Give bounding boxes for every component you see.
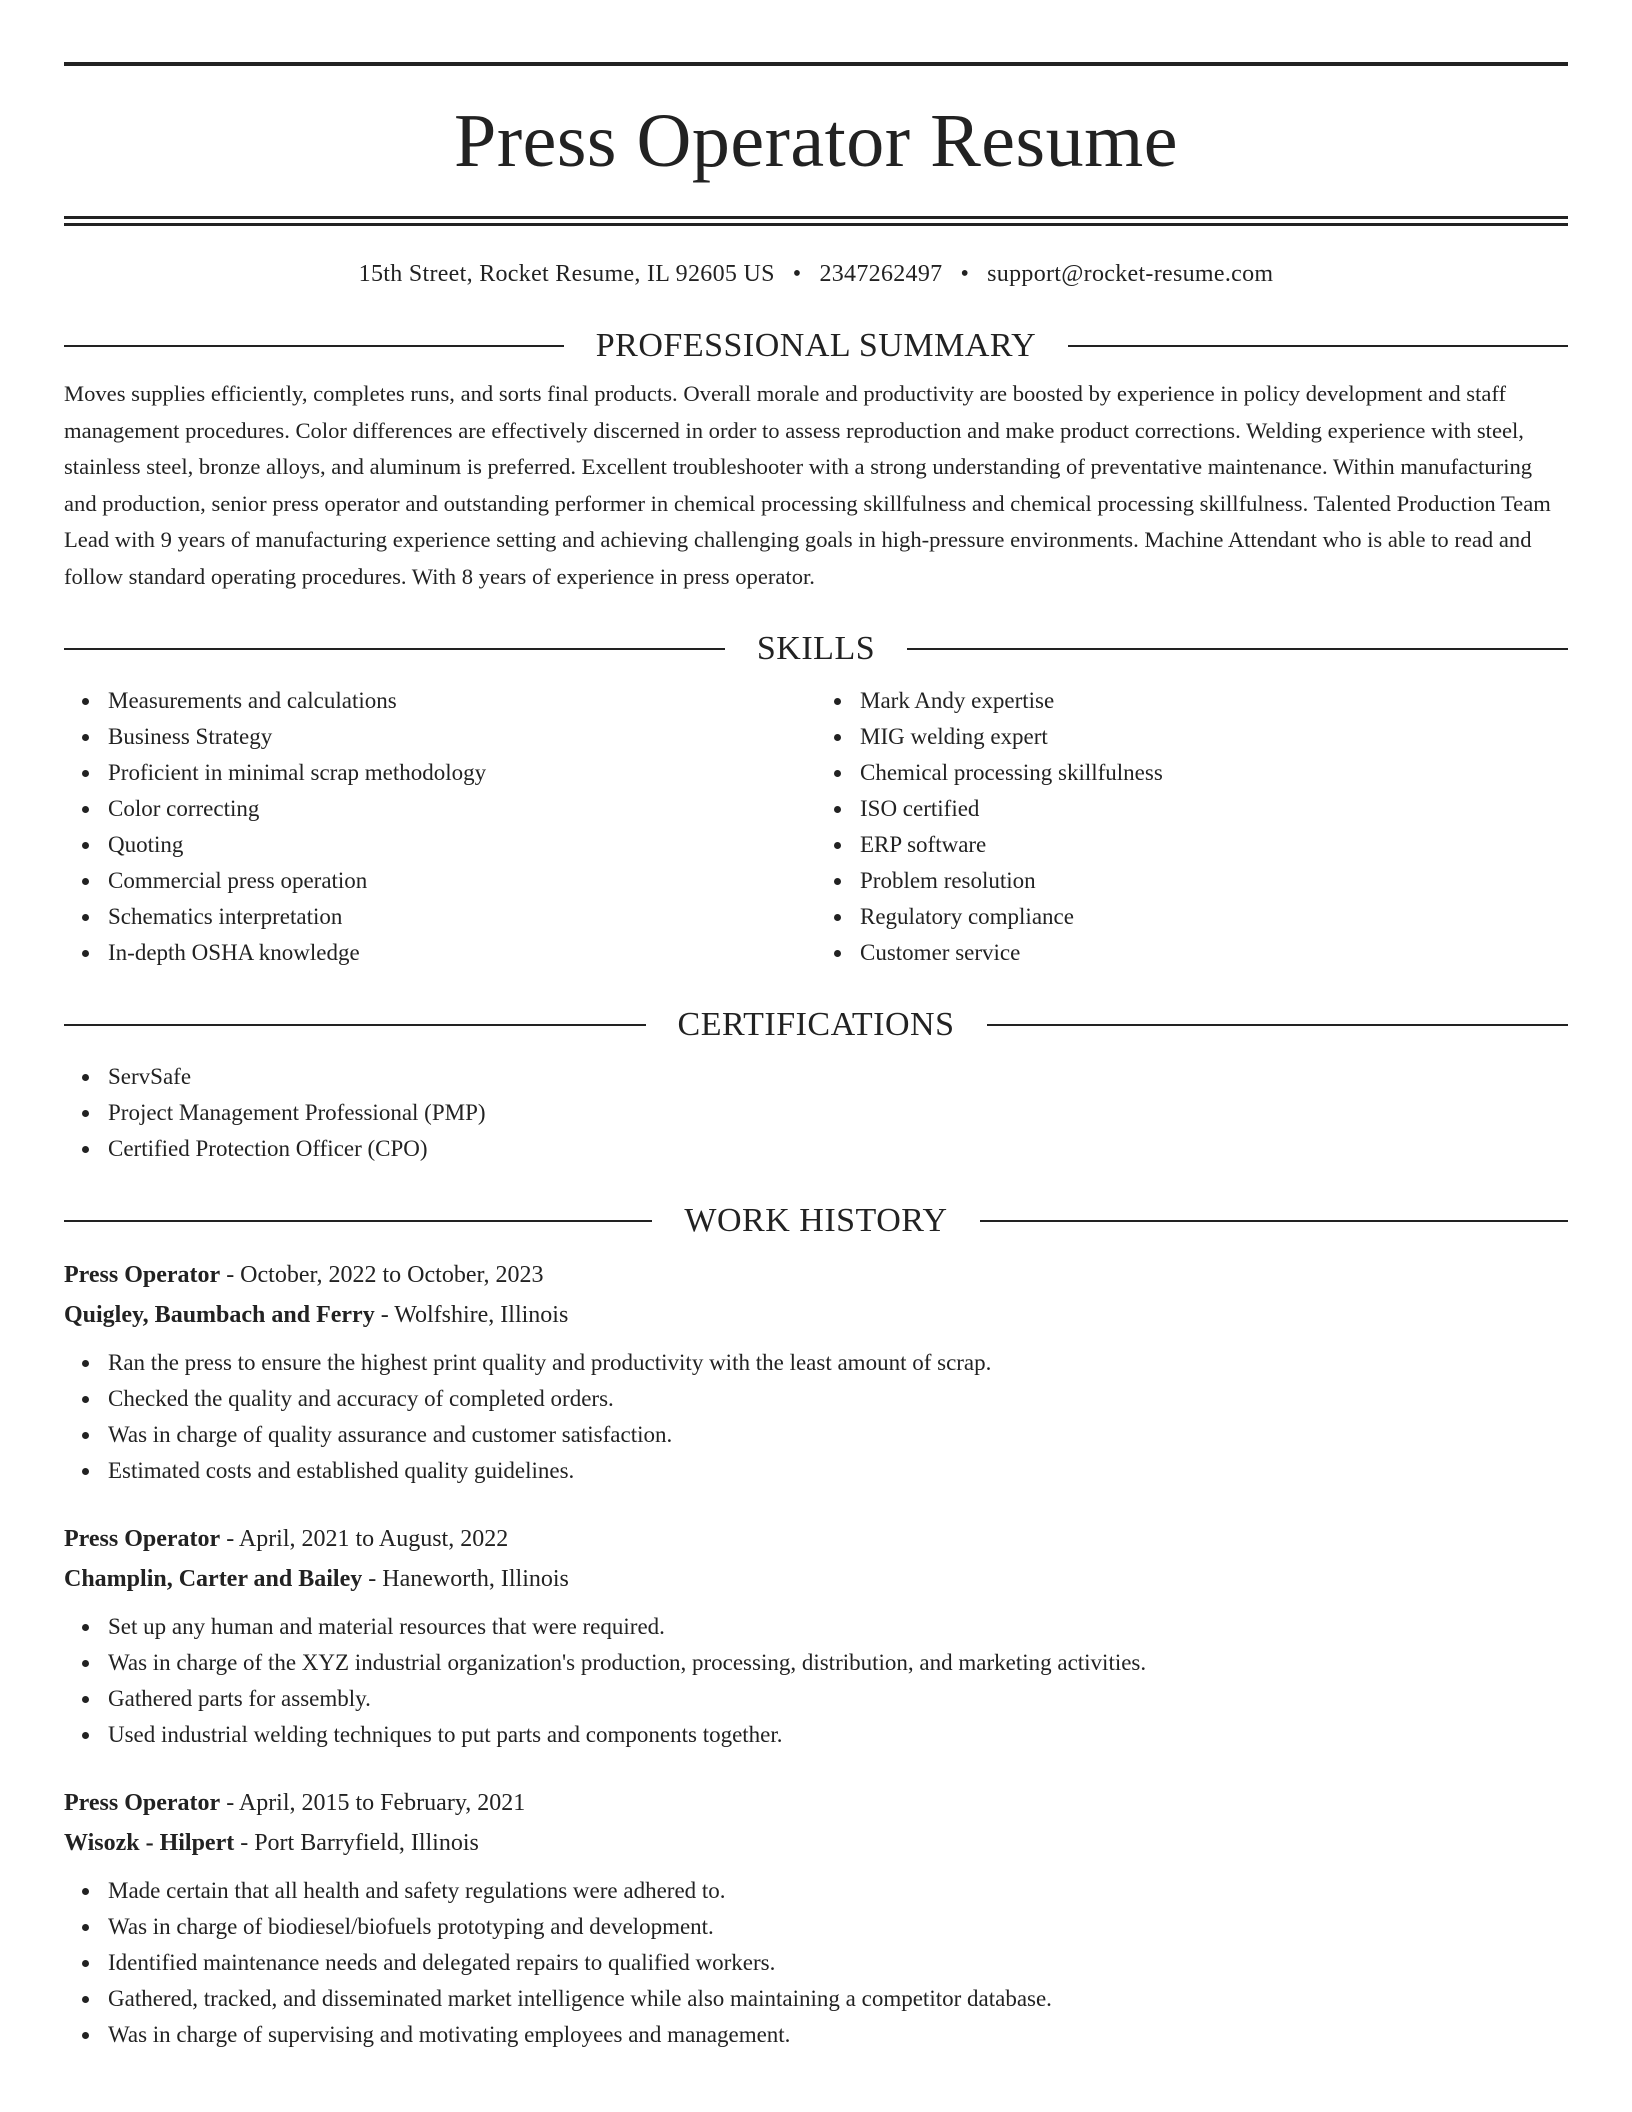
skill-item: Mark Andy expertise — [860, 683, 1568, 719]
job-duties-list — [64, 1873, 1568, 2053]
job-duty: Ran the press to ensure the highest print quality and productivity with the least amount of scrap. — [108, 1345, 1568, 1381]
section-rule — [64, 1024, 646, 1026]
section-rule — [1068, 345, 1568, 347]
job-dates: - April, 2015 to February, 2021 — [220, 1790, 526, 1816]
job-entry — [64, 1255, 1568, 1489]
skill-item: Schematics interpretation — [108, 899, 816, 935]
job-entry — [64, 1783, 1568, 2053]
skill-item: Measurements and calculations — [108, 683, 816, 719]
work-history-section-header — [64, 1201, 1568, 1241]
job-title: Press Operator — [64, 1790, 221, 1816]
certifications-section-header — [64, 1005, 1568, 1045]
summary-heading: PROFESSIONAL SUMMARY — [595, 327, 1037, 364]
job-duty: Was in charge of biodiesel/biofuels prototyping and development. — [108, 1909, 1568, 1945]
job-duty: Set up any human and material resources that were required. — [108, 1609, 1568, 1645]
job-dates: - October, 2022 to October, 2023 — [220, 1262, 544, 1288]
skills-list-left — [64, 683, 816, 971]
skill-item: MIG welding expert — [860, 719, 1568, 755]
job-company-line — [64, 1823, 1568, 1863]
certification-item: Project Management Professional (PMP) — [108, 1095, 1568, 1131]
certifications-heading: CERTIFICATIONS — [677, 1006, 955, 1043]
skill-item: Problem resolution — [860, 863, 1568, 899]
job-duty: Was in charge of the XYZ industrial organization's production, processing, distribution, and marketing activities. — [108, 1645, 1568, 1681]
skill-item: ISO certified — [860, 791, 1568, 827]
job-duty: Was in charge of quality assurance and customer satisfaction. — [108, 1417, 1568, 1453]
skill-item: ERP software — [860, 827, 1568, 863]
contact-line — [64, 256, 1568, 292]
skills-column-left — [64, 683, 816, 971]
job-duty: Estimated costs and established quality guidelines. — [108, 1453, 1568, 1489]
skill-item: Chemical processing skillfulness — [860, 755, 1568, 791]
job-title-line — [64, 1783, 1568, 1823]
skill-item: Quoting — [108, 827, 816, 863]
skills-column-right — [816, 683, 1568, 971]
skill-item: Customer service — [860, 935, 1568, 971]
certifications-list — [64, 1059, 1568, 1167]
section-rule — [64, 1220, 652, 1222]
job-company-line — [64, 1559, 1568, 1599]
summary-section-header — [64, 326, 1568, 366]
job-duty: Checked the quality and accuracy of completed orders. — [108, 1381, 1568, 1417]
job-duties-list — [64, 1345, 1568, 1489]
skill-item: Business Strategy — [108, 719, 816, 755]
skill-item: Color correcting — [108, 791, 816, 827]
section-rule — [907, 648, 1568, 650]
job-duty: Gathered parts for assembly. — [108, 1681, 1568, 1717]
skill-item: In-depth OSHA knowledge — [108, 935, 816, 971]
job-duty: Gathered, tracked, and disseminated market intelligence while also maintaining a competitor database. — [108, 1981, 1568, 2017]
job-company-line — [64, 1295, 1568, 1335]
section-rule — [980, 1220, 1568, 1222]
job-title: Press Operator — [64, 1526, 221, 1552]
skills-grid — [64, 683, 1568, 971]
work-history-heading: WORK HISTORY — [684, 1202, 948, 1239]
certification-item: Certified Protection Officer (CPO) — [108, 1131, 1568, 1167]
job-title-line — [64, 1255, 1568, 1295]
summary-paragraph: Moves supplies efficiently, completes runs, and sorts final products. Overall morale and productivity are boosted by experience in policy development and staff management procedures. Color differences are effectively discerned in order to assess reproduction and make product corrections. Welding experience with steel, stainless steel, bronze alloys, and aluminum is preferred. Excellent troubleshooter with a strong understanding of preventative maintenance. Within manufacturing and production, senior press operator and outstanding performer in chemical processing skillfulness and chemical processing skillfulness. Talented Production Team Lead with 9 years of manufacturing experience setting and achieving challenging goals in high-pressure environments. Machine Attendant who is able to read and follow standard operating procedures. With 8 years of experience in press operator. — [64, 381, 1551, 589]
contact-separator: • — [960, 261, 970, 287]
title-double-rule — [64, 216, 1568, 226]
skill-item: Proficient in minimal scrap methodology — [108, 755, 816, 791]
job-company: Champlin, Carter and Bailey — [64, 1566, 363, 1592]
job-entry — [64, 1519, 1568, 1753]
job-duty: Made certain that all health and safety regulations were adhered to. — [108, 1873, 1568, 1909]
job-location: - Port Barryfield, Illinois — [234, 1830, 479, 1856]
job-duty: Identified maintenance needs and delegated repairs to qualified workers. — [108, 1945, 1568, 1981]
contact-email: support@rocket-resume.com — [987, 261, 1274, 287]
section-rule — [987, 1024, 1569, 1026]
job-duty: Used industrial welding techniques to put parts and components together. — [108, 1717, 1568, 1753]
contact-separator: • — [792, 261, 802, 287]
job-location: - Haneworth, Illinois — [362, 1566, 569, 1592]
job-title: Press Operator — [64, 1262, 221, 1288]
job-dates: - April, 2021 to August, 2022 — [220, 1526, 509, 1552]
resume-title: Press Operator Resume — [454, 99, 1178, 183]
skill-item: Regulatory compliance — [860, 899, 1568, 935]
job-title-line — [64, 1519, 1568, 1559]
contact-phone: 2347262497 — [819, 261, 943, 287]
section-rule — [64, 648, 725, 650]
skills-section-header — [64, 629, 1568, 669]
job-company: Wisozk - Hilpert — [64, 1830, 235, 1856]
skills-heading: SKILLS — [756, 630, 876, 667]
skill-item: Commercial press operation — [108, 863, 816, 899]
skills-list-right — [816, 683, 1568, 971]
job-company: Quigley, Baumbach and Ferry — [64, 1302, 375, 1328]
contact-address: 15th Street, Rocket Resume, IL 92605 US — [358, 261, 775, 287]
job-duties-list — [64, 1609, 1568, 1753]
job-duty: Was in charge of supervising and motivating employees and management. — [108, 2017, 1568, 2053]
certification-item: ServSafe — [108, 1059, 1568, 1095]
section-rule — [64, 345, 564, 347]
job-location: - Wolfshire, Illinois — [374, 1302, 569, 1328]
